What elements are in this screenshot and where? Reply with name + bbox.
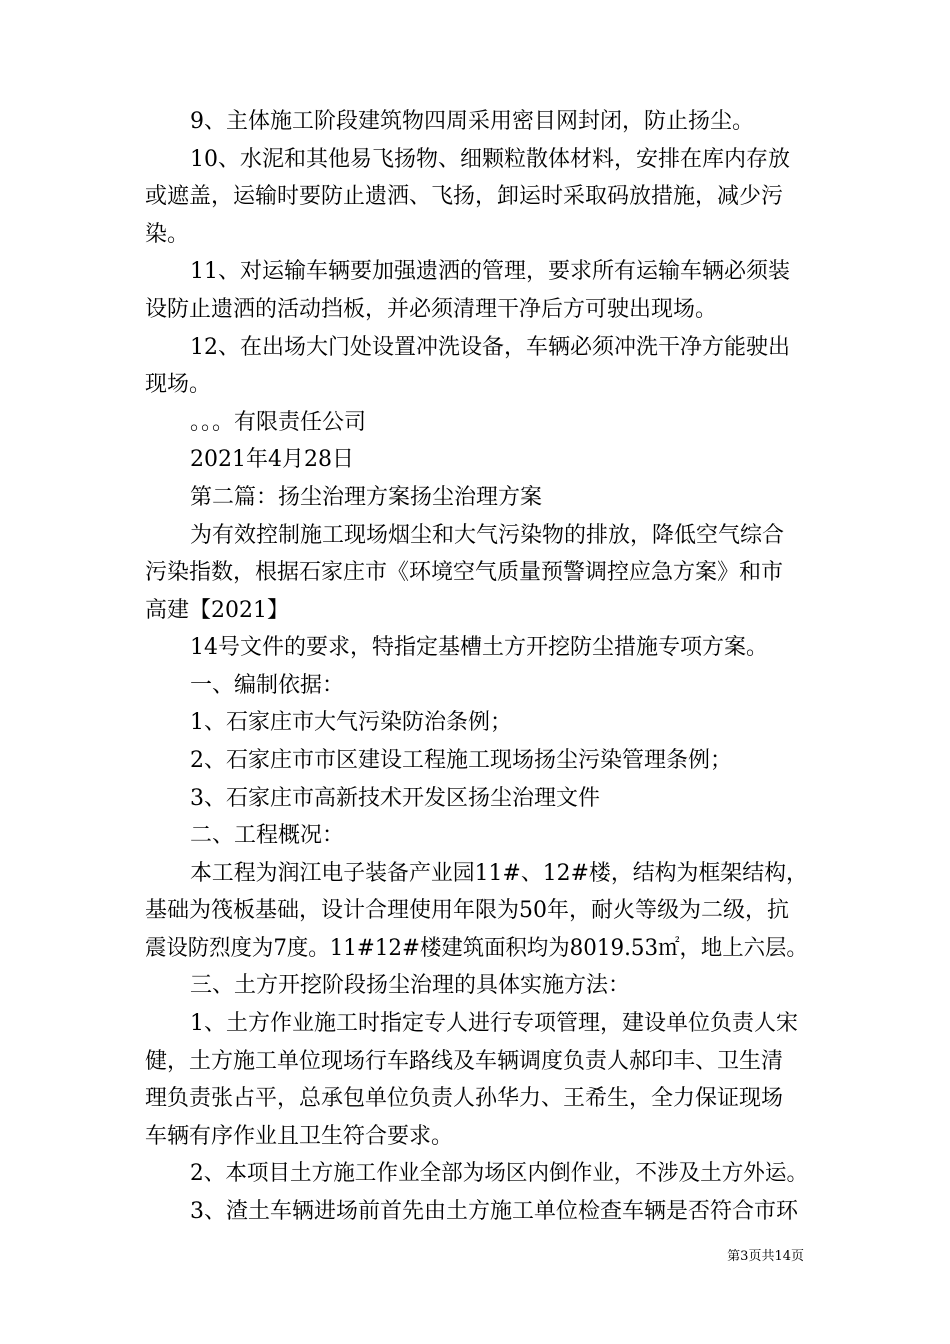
text-line: 污染指数，根据石家庄市《环境空气质量预警调控应急方案》和市	[145, 560, 784, 585]
text-line: 为有效控制施工现场烟尘和大气污染物的排放，降低空气综合	[190, 523, 785, 548]
text-line: 2021年4月28日	[190, 447, 354, 472]
text-line: 震设防烈度为7度。11#12#楼建筑面积均为8019.53㎡，地上六层。	[145, 936, 808, 961]
text-line: 1、土方作业施工时指定专人进行专项管理，建设单位负责人宋	[190, 1011, 798, 1036]
text-line: 或遮盖，运输时要防止遗洒、飞扬，卸运时采取码放措施，减少污	[145, 184, 784, 209]
text-line: 健，土方施工单位现场行车路线及车辆调度负责人郝印丰、卫生清	[145, 1049, 784, 1074]
text-line: 现场。	[145, 372, 212, 397]
text-line: 本工程为润江电子装备产业园11#、12#楼，结构为框架结构，	[190, 861, 808, 886]
text-line: 2、本项目土方施工作业全部为场区内倒作业，不涉及土方外运。	[190, 1161, 809, 1186]
page-number-footer: 第3页共14页	[727, 1249, 804, 1264]
text-line: 基础为筏板基础，设计合理使用年限为50年，耐火等级为二级，抗	[145, 898, 789, 923]
text-line: 9、主体施工阶段建筑物四周采用密目网封闭，防止扬尘。	[190, 109, 754, 134]
text-line: 14号文件的要求，特指定基槽土方开挖防尘措施专项方案。	[190, 635, 768, 660]
text-line: 。。。有限责任公司	[190, 410, 367, 435]
text-line: 染。	[145, 222, 190, 247]
text-line: 1、石家庄市大气污染防治条例；	[190, 710, 512, 735]
text-line: 高建【2021】	[145, 598, 289, 623]
text-line: 一、编制依据：	[190, 673, 345, 698]
text-line: 三、土方开挖阶段扬尘治理的具体实施方法：	[190, 973, 631, 998]
text-line: 第二篇：扬尘治理方案扬尘治理方案	[190, 485, 543, 510]
text-line: 11、对运输车辆要加强遗洒的管理，要求所有运输车辆必须装	[190, 259, 790, 284]
text-line: 12、在出场大门处设置冲洗设备，车辆必须冲洗干净方能驶出	[190, 335, 790, 360]
text-line: 设防止遗洒的活动挡板，并必须清理干净后方可驶出现场。	[145, 297, 718, 322]
text-line: 3、石家庄市高新技术开发区扬尘治理文件	[190, 786, 600, 811]
text-line: 理负责张占平，总承包单位负责人孙华力、王希生，全力保证现场	[145, 1086, 784, 1111]
text-line: 二、工程概况：	[190, 823, 345, 848]
text-line: 车辆有序作业且卫生符合要求。	[145, 1124, 454, 1149]
text-line: 10、水泥和其他易飞扬物、细颗粒散体材料，安排在库内存放	[190, 147, 790, 172]
text-line: 3、渣土车辆进场前首先由土方施工单位检查车辆是否符合市环	[190, 1199, 798, 1224]
text-line: 2、石家庄市市区建设工程施工现场扬尘污染管理条例；	[190, 748, 732, 773]
